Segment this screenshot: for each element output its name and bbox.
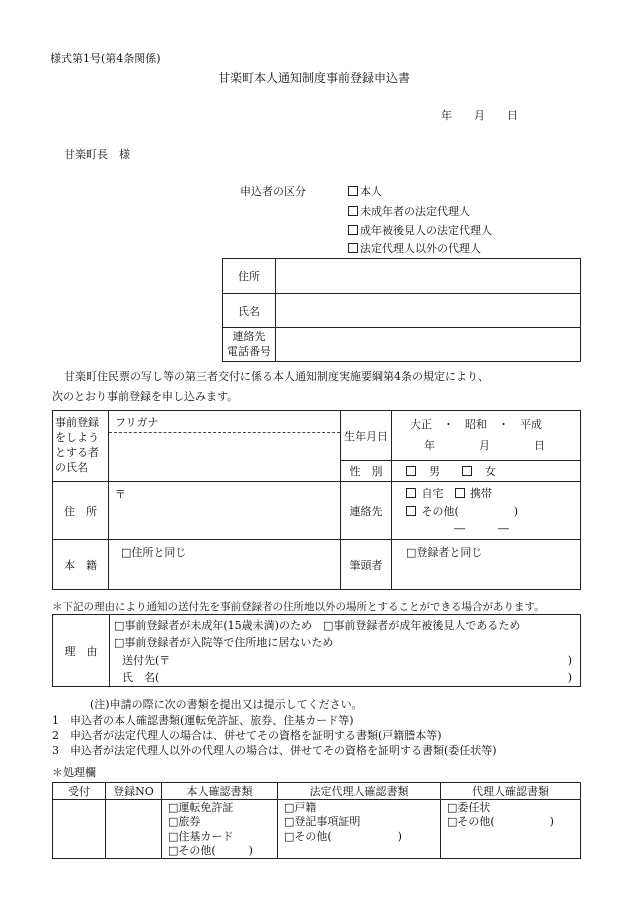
checkbox-icon[interactable] [462,466,472,476]
send-name-row[interactable]: 氏 名( ) [122,670,572,684]
label-address: 住所 [223,259,276,294]
addressee: 甘楽町長 様 [64,148,130,161]
note-item: 3 申込者が法定代理人以外の代理人の場合は、併せてその資格を証明する書類(委任状等) [52,744,497,757]
self-id-docs[interactable]: □運転免許証 □旅券 □住基カード □その他( ) [162,800,278,859]
applicant-option[interactable]: 法定代理人以外の代理人 [348,243,481,256]
agent-id-docs[interactable]: □委任状 □その他( ) [441,800,581,859]
registrant-address-field[interactable] [109,482,341,540]
header-self-id: 本人確認書類 [162,783,278,800]
header-legal-id: 法定代理人確認書類 [278,783,441,800]
head-of-household-field[interactable] [392,540,581,590]
reason-note: ＊下記の理由により通知の送付先を事前登録者の住所地以外の場所とすることができる場合があります。 [52,601,545,613]
reason-option-ward[interactable]: □事前登録者が成年被後見人であるため [322,619,521,632]
date-field: 年 月 日 [441,109,518,122]
reception-cell[interactable] [53,800,106,859]
processing-title: ＊処理欄 [52,766,96,779]
note-item: 2 申込者が法定代理人の場合は、併せてその資格を証明する書類(戸籍謄本等) [52,729,442,742]
label-sex: 性 別 [341,461,392,482]
applicant-phone-field[interactable] [276,328,581,362]
reason-table [52,614,581,687]
same-as-address-option[interactable]: □住所と同じ [121,546,187,559]
registrant-name-field[interactable] [109,411,341,482]
phone-dashes: ― ― [454,522,509,536]
furigana-label: フリガナ [109,411,340,433]
contact-field[interactable]: 自宅 携帯 その他( ) ― ― [392,482,581,540]
label-contact: 連絡先 電話番号 [223,328,276,362]
checkbox-icon[interactable] [455,488,465,498]
intro-line-1: 甘楽町住民票の写し等の第三者交付に係る本人通知制度実施要綱第4条の規定により、 [64,370,489,383]
reason-option-minor[interactable]: □事前登録者が未成年(15歳未満)のため [114,619,312,632]
label-contact: 連絡先 [341,482,392,540]
label-registrant-name: 事前登録 をしよう とする者 の氏名 [53,411,109,482]
applicant-option[interactable]: 本人 [348,186,382,199]
same-as-registrant-option[interactable]: □登録者と同じ [406,546,483,559]
label-name: 氏名 [223,294,276,328]
honseki-field[interactable] [109,540,341,590]
note-item: 1 申込者の本人確認書類(運転免許証、旅券、住基カード等) [52,714,354,727]
label-birthdate: 生年月日 [341,411,392,461]
header-agent-id: 代理人確認書類 [441,783,581,800]
header-reception: 受付 [53,783,106,800]
reason-option-hospital[interactable]: □事前登録者が入院等で住所地に居ないため [114,636,334,650]
form-number: 様式第1号(第4条関係) [50,52,161,65]
birthdate-field[interactable] [392,411,581,461]
label-head-of-household: 筆頭者 [341,540,392,590]
checkbox-icon[interactable] [406,506,416,516]
applicant-table [222,258,581,362]
birthdate-ymd: 年 月 日 [424,438,545,452]
label-reason: 理 由 [53,615,110,687]
form-title: 甘楽町本人通知制度事前登録申込書 [218,71,411,85]
header-registration-no: 登録NO [106,783,162,800]
applicant-name-field[interactable] [276,294,581,328]
applicant-option[interactable]: 成年被後見人の法定代理人 [348,225,492,238]
checkbox-icon[interactable] [348,225,358,235]
checkbox-icon[interactable] [406,466,416,476]
registration-no-cell[interactable] [106,800,162,859]
checkbox-icon[interactable] [348,186,358,196]
label-address: 住 所 [53,482,109,540]
applicant-option[interactable]: 未成年者の法定代理人 [348,206,470,219]
applicant-category-label: 申込者の区分 [240,185,306,198]
processing-table [52,782,581,859]
sex-field[interactable]: 男 女 [392,461,581,482]
postal-mark: 〒 [115,488,126,501]
intro-line-2: 次のとおり事前登録を申し込みます。 [52,390,239,403]
applicant-address-field[interactable] [276,259,581,294]
registrant-table [52,410,581,590]
reason-field[interactable] [110,615,581,687]
send-to-row[interactable]: 送付先(〒 ) [122,653,572,667]
checkbox-icon[interactable] [348,243,358,253]
checkbox-icon[interactable] [348,206,358,216]
era-options: 大正 ・ 昭和 ・ 平成 [410,417,542,431]
notes-heading: (注)申請の際に次の書類を提出又は提示してください。 [90,698,363,711]
checkbox-icon[interactable] [406,488,416,498]
label-honseki: 本 籍 [53,540,109,590]
legal-id-docs[interactable]: □戸籍 □登記事項証明 □その他( ) [278,800,441,859]
